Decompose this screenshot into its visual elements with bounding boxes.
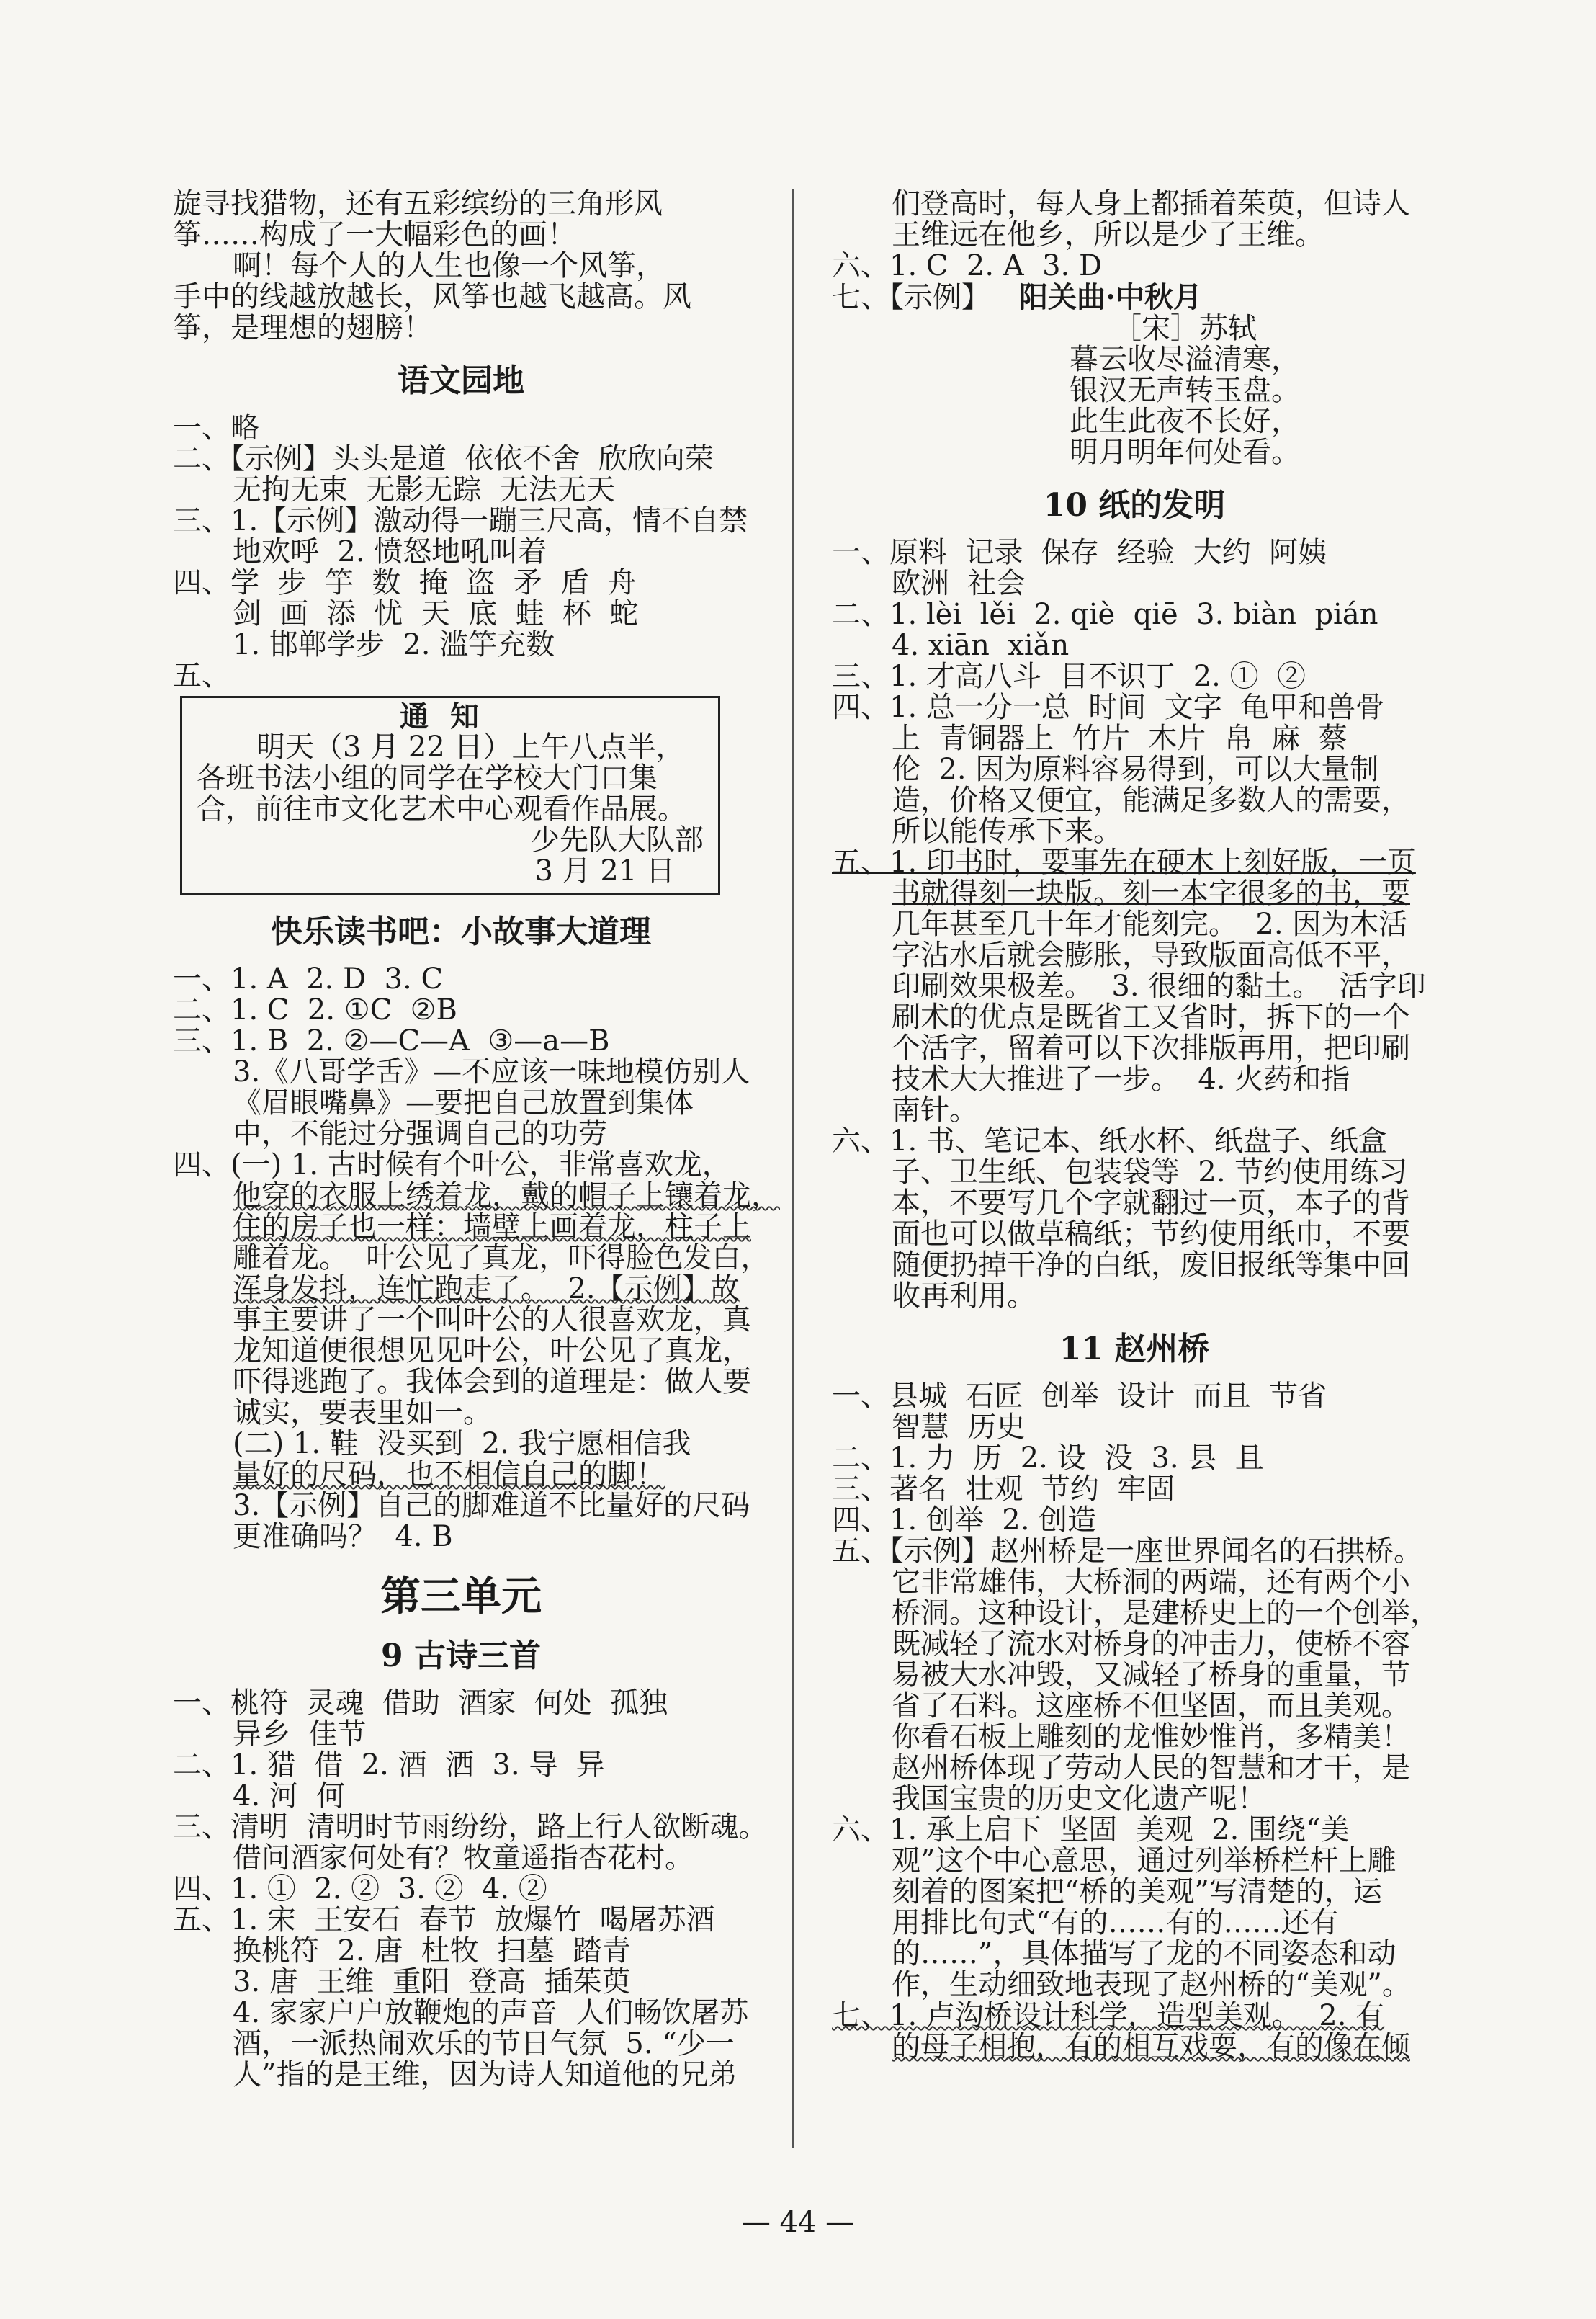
answer-line: 你看石板上雕刻的龙惟妙惟肖，多精美！ <box>892 1720 1410 1753</box>
answer-line: 随便扔掉干净的白纸，废旧报纸等集中回 <box>892 1248 1410 1282</box>
answer-line: 换桃符 2. 唐 杜牧 扫墓 踏青 <box>233 1934 631 1967</box>
answer-line: 个活字，留着可以下次排版再用，把印刷 <box>892 1032 1410 1065</box>
right-column <box>832 189 1437 2063</box>
notice-body: 合，前往市文化艺术中心观看作品展。 <box>197 792 686 826</box>
answer-line: 住的房子也一样：墙壁上画着龙，柱子上 <box>233 1210 751 1243</box>
left-column <box>173 187 780 2091</box>
text-line: 手中的线越放越长，风筝也越飞越高。风 <box>173 280 691 313</box>
answer-line: 子、卫生纸、包装袋等 2. 节约使用练习 <box>892 1156 1408 1189</box>
answer-line: 四、1. 创举 2. 创造 <box>832 1503 1097 1537</box>
answer-line: 五、【示例】赵州桥是一座世界闻名的石拱桥。 <box>832 1534 1422 1568</box>
answer-line: 《眉眼嘴鼻》—要把自己放置到集体 <box>233 1086 694 1120</box>
answer-line: 四、学 步 竽 数 掩 盗 矛 盾 舟 <box>173 566 637 599</box>
poem-line: 暮云收尽溢清寒， <box>1070 343 1300 376</box>
answer-line: 他穿的衣服上绣着龙，戴的帽子上镶着龙， <box>233 1179 780 1212</box>
answer-line: 五、1. 宋 王安石 春节 放爆竹 喝屠苏酒 <box>173 1903 715 1936</box>
column-divider <box>792 189 794 2148</box>
poem-line: 明月明年何处看。 <box>1070 436 1300 469</box>
notice-date: 3 月 21 日 <box>534 854 675 888</box>
answer-line: 所以能传承下来。 <box>892 815 1122 848</box>
poem-author: ［宋］苏轼 <box>1113 312 1257 345</box>
answer-line: 四、(一) 1. 古时候有个叶公，非常喜欢龙， <box>173 1148 731 1181</box>
answer-line: 二、1. C 2. ①C ②B <box>173 993 457 1027</box>
answer-line: 南针。 <box>892 1094 978 1127</box>
answer-line: 二、1. lèi lěi 2. qiè qiē 3. biàn pián <box>832 598 1378 631</box>
answer-line: 五、1. 印书时，要事先在硬木上刻好版，一页 <box>832 846 1416 879</box>
answer-line: 4. 河 何 <box>233 1779 346 1813</box>
poem-line: 此生此夜不长好， <box>1070 405 1300 438</box>
answer-line: 七、1. 卢沟桥设计科学，造型美观。 2. 有 <box>832 1999 1385 2032</box>
section-heading-yuwen: 语文园地 <box>398 362 524 399</box>
answer-line: 智慧 历史 <box>892 1411 1026 1444</box>
text-line: 们登高时，每人身上都插着茱萸，但诗人 <box>892 187 1410 220</box>
answer-line: 地欢呼 2. 愤怒地吼叫着 <box>233 535 547 568</box>
answer-line: 一、略 <box>173 411 259 444</box>
answer-line: 一、桃符 灵魂 借助 酒家 何处 孤独 <box>173 1686 668 1720</box>
answer-line: 1. 邯郸学步 2. 滥竽充数 <box>233 628 555 661</box>
answer-line: 事主要讲了一个叫叶公的人很喜欢龙，真 <box>233 1303 751 1336</box>
answer-line: 六、1. 承上启下 坚固 美观 2. 围绕“美 <box>832 1813 1350 1846</box>
answer-line: 六、1. 书、笔记本、纸水杯、纸盘子、纸盒 <box>832 1125 1387 1158</box>
answer-line: 人”指的是王维，因为诗人知道他的兄弟 <box>233 2058 738 2091</box>
answer-line: 六、1. C 2. A 3. D <box>832 249 1103 282</box>
poem-line: 银汉无声转玉盘。 <box>1070 374 1300 407</box>
poem-label: 七、【示例】 <box>832 281 990 314</box>
answer-line: 借问酒家何处有？牧童遥指杏花村。 <box>233 1841 694 1875</box>
section-heading-gushi: 9 古诗三首 <box>381 1637 541 1674</box>
answer-line: 3.《八哥学舌》—不应该一味地模仿别人 <box>233 1055 750 1089</box>
answer-line: 赵州桥体现了劳动人民的智慧和才干，是 <box>892 1751 1410 1784</box>
section-heading-zhao: 11 赵州桥 <box>1059 1331 1210 1367</box>
answer-line: 上 青铜器上 竹片 木片 帛 麻 蔡 <box>892 722 1348 755</box>
answer-line: 龙知道便很想见见叶公，叶公见了真龙， <box>233 1334 751 1367</box>
answer-line: 二、1. 力 历 2. 设 没 3. 县 且 <box>832 1442 1264 1475</box>
answer-line: 四、1. ① 2. ② 3. ② 4. ② <box>173 1872 547 1905</box>
answer-line: 易被大水冲毁，又减轻了桥身的重量，节 <box>892 1658 1410 1692</box>
answer-line: 书就得刻一块版。刻一本字很多的书，要 <box>892 877 1410 910</box>
poem-title: 阳关曲·中秋月 <box>1019 280 1202 314</box>
answer-line: 三、著名 壮观 节约 牢固 <box>832 1473 1175 1506</box>
answer-line: 一、原料 记录 保存 经验 大约 阿姨 <box>832 536 1327 569</box>
answer-line: 作，生动细致地表现了赵州桥的“美观”。 <box>892 1968 1411 2001</box>
answer-line: 观”这个中心意思，通过列举桥栏杆上雕 <box>892 1844 1396 1877</box>
answer-line: 印刷效果极差。 3. 很细的黏土。 活字印 <box>892 970 1426 1003</box>
answer-line: 诚实，要表里如一。 <box>233 1396 492 1429</box>
answer-line: 中，不能过分强调自己的功劳 <box>233 1117 607 1150</box>
answer-line: 既减轻了流水对桥身的冲击力，使桥不容 <box>892 1627 1410 1661</box>
answer-line: 三、清明 清明时节雨纷纷，路上行人欲断魂。 <box>173 1810 768 1844</box>
poem-header <box>832 282 1437 313</box>
answer-line: 无拘无束 无影无踪 无法无天 <box>233 473 615 506</box>
notice-body: 明天（3 月 22 日）上午八点半， <box>256 730 685 764</box>
answer-line: 字沾水后就会膨胀，导致版面高低不平， <box>892 939 1410 972</box>
answer-line: 二、1. 猎 借 2. 酒 洒 3. 导 异 <box>173 1748 605 1782</box>
answer-line: 3. 唐 王维 重阳 登高 插茱萸 <box>233 1965 631 1998</box>
text-line: 筝……构成了一大幅彩色的画！ <box>173 218 576 251</box>
answer-line: 雕着龙。 叶公见了真龙，吓得脸色发白， <box>233 1241 770 1274</box>
answer-line: 我国宝贵的历史文化遗产呢！ <box>892 1782 1266 1815</box>
notice-signature: 少先队大队部 <box>531 823 704 857</box>
answer-line: 量好的尺码，也不相信自己的脚！ <box>233 1458 665 1491</box>
text-line: 啊！每个人的人生也像一个风筝， <box>233 249 665 282</box>
answer-line: 4. 家家户户放鞭炮的声音 人们畅饮屠苏 <box>233 1996 749 2029</box>
answer-line: 桥洞。这种设计，是建桥史上的一个创举， <box>892 1596 1439 1630</box>
answer-line: 用排比句式“有的……有的……还有 <box>892 1906 1339 1939</box>
answer-line: 造，价格又便宜，能满足多数人的需要， <box>892 784 1410 817</box>
answer-line: (二) 1. 鞋 没买到 2. 我宁愿相信我 <box>233 1427 691 1460</box>
notice-box <box>180 696 720 895</box>
answer-line: 一、1. A 2. D 3. C <box>173 962 444 996</box>
notice-body: 各班书法小组的同学在学校大门口集 <box>197 761 658 795</box>
answer-line: 吓得逃跑了。我体会到的道理是：做人要 <box>233 1365 751 1398</box>
text-line: 旋寻找猎物，还有五彩缤纷的三角形风 <box>173 187 663 220</box>
answer-line: 本，不要写几个字就翻过一页，本子的背 <box>892 1187 1410 1220</box>
answer-line: 四、1. 总一分一总 时间 文字 龟甲和兽骨 <box>832 691 1385 724</box>
answer-line: 3.【示例】自己的脚难道不比量好的尺码 <box>233 1489 750 1522</box>
text-line: 王维远在他乡，所以是少了王维。 <box>892 218 1324 251</box>
answer-line: 伦 2. 因为原料容易得到，可以大量制 <box>892 753 1379 786</box>
answer-line: 技术大大推进了一步。 4. 火药和指 <box>892 1063 1350 1096</box>
section-heading-kuaile: 快乐读书吧：小故事大道理 <box>271 913 651 950</box>
answer-line: 面也可以做草稿纸；节约使用纸巾，不要 <box>892 1217 1410 1251</box>
answer-line: 的母子相抱，有的相互戏耍，有的像在倾 <box>892 2030 1410 2063</box>
answer-line: 刻着的图案把“桥的美观”写清楚的，运 <box>892 1875 1382 1908</box>
answer-line: 三、1. 才高八斗 目不识丁 2. ① ② <box>832 660 1306 693</box>
section-heading-zhi: 10 纸的发明 <box>1043 487 1226 524</box>
unit-heading: 第三单元 <box>380 1573 542 1620</box>
answer-line: 刷术的优点是既省工又省时，拆下的一个 <box>892 1001 1410 1034</box>
answer-line: 更准确吗？ 4. B <box>233 1520 453 1553</box>
answer-line: 三、1.【示例】激动得一蹦三尺高，情不自禁 <box>173 504 748 537</box>
answer-line: 浑身发抖，连忙跑走了。 2.【示例】故 <box>233 1272 740 1305</box>
answer-line: 几年甚至几十年才能刻完。 2. 因为木活 <box>892 908 1408 941</box>
answer-line: 省了石料。这座桥不但坚固，而且美观。 <box>892 1689 1410 1723</box>
answer-line: 酒，一派热闹欢乐的节日气氛 5. “少一 <box>233 2027 735 2060</box>
answer-line: 二、【示例】头头是道 依依不舍 欣欣向荣 <box>173 442 714 475</box>
answer-line: 五、 <box>173 659 230 692</box>
answer-line: 异乡 佳节 <box>233 1717 367 1751</box>
answer-line: 欧洲 社会 <box>892 567 1026 600</box>
page-number: — 44 — <box>741 2206 855 2239</box>
answer-line: 它非常雄伟，大桥洞的两端，还有两个小 <box>892 1565 1410 1599</box>
answer-line: 4. xiān xiǎn <box>892 629 1070 662</box>
text-line: 筝，是理想的翅膀！ <box>173 311 432 344</box>
answer-line: 收再利用。 <box>892 1279 1036 1313</box>
notice-title: 通知 <box>400 700 501 733</box>
answer-line: 一、县城 石匠 创举 设计 而且 节省 <box>832 1380 1327 1413</box>
answer-line: 的……”，具体描写了龙的不同姿态和动 <box>892 1937 1396 1970</box>
answer-line: 三、1. B 2. ②—C—A ③—a—B <box>173 1024 610 1058</box>
answer-line: 剑 画 添 忧 天 底 蛙 杯 蛇 <box>233 597 639 630</box>
